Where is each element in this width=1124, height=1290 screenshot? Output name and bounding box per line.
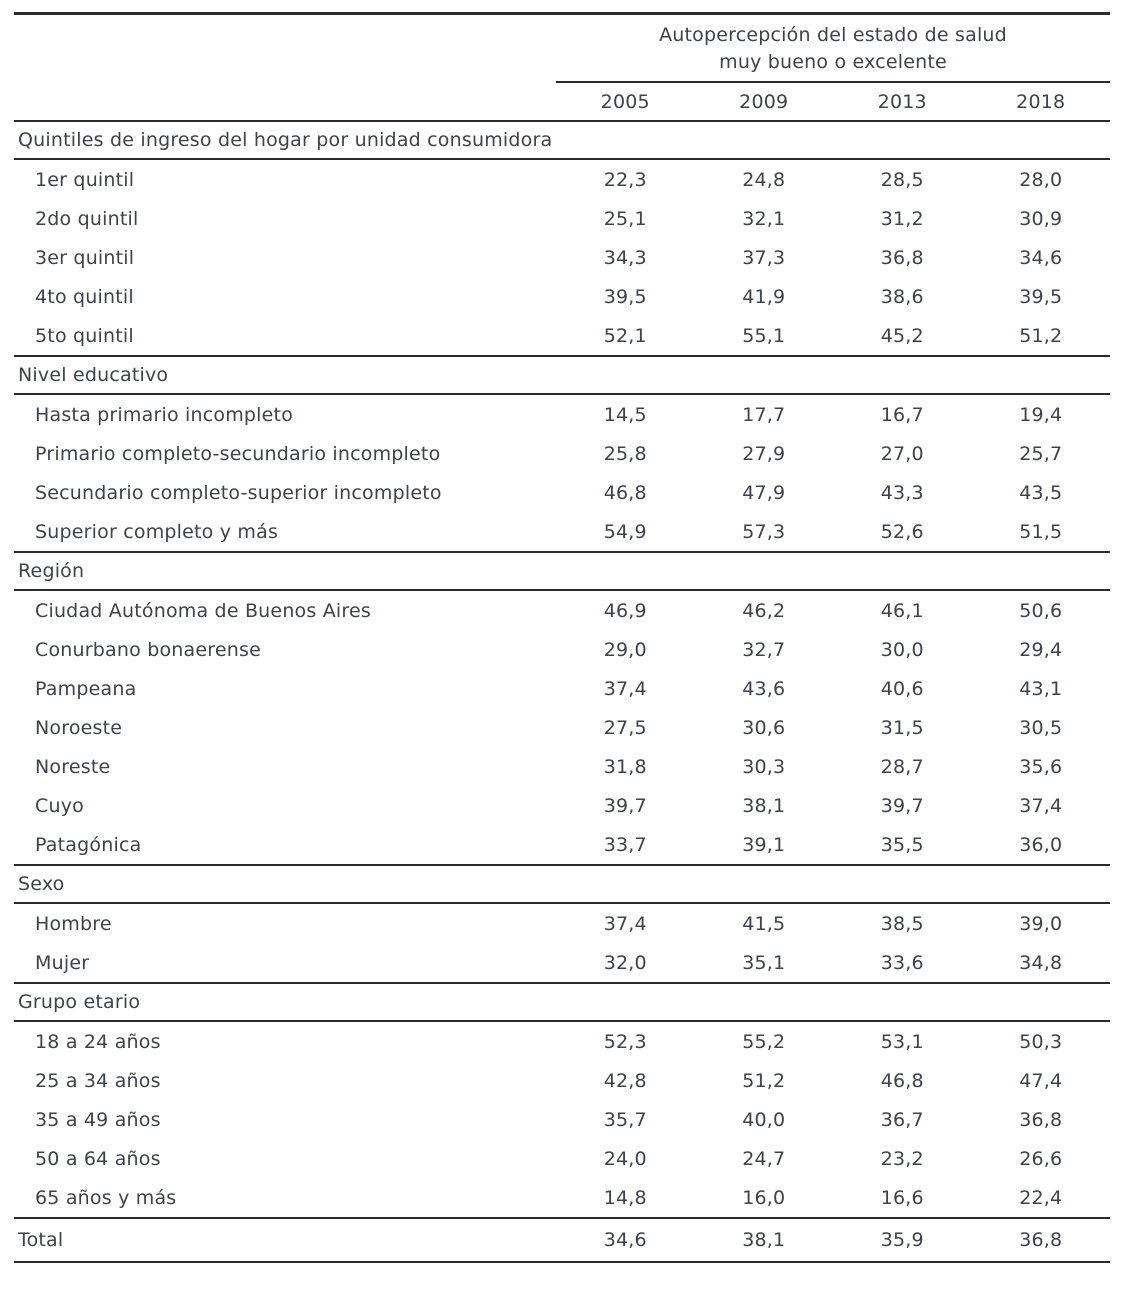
cell-value: 51,2 bbox=[742, 1069, 786, 1092]
cell-value: 43,3 bbox=[880, 481, 924, 504]
cell-value: 36,8 bbox=[1019, 1108, 1063, 1131]
cell-value: 41,5 bbox=[742, 912, 786, 935]
cell-value: 36,7 bbox=[880, 1108, 924, 1131]
cell-value: 32,0 bbox=[603, 951, 647, 974]
cell-value: 37,4 bbox=[603, 677, 647, 700]
year-column-header: 2013 bbox=[877, 90, 927, 113]
cell-value: 28,7 bbox=[880, 755, 924, 778]
cell-value: 14,8 bbox=[603, 1186, 647, 1209]
row-label: Mujer bbox=[35, 951, 90, 974]
cell-value: 31,2 bbox=[880, 207, 924, 230]
cell-value: 42,8 bbox=[603, 1069, 647, 1092]
cell-value: 22,4 bbox=[1019, 1186, 1063, 1209]
cell-value: 28,5 bbox=[880, 168, 924, 191]
cell-value: 53,1 bbox=[880, 1030, 924, 1053]
cell-value: 38,6 bbox=[880, 285, 924, 308]
cell-value: 16,7 bbox=[880, 403, 924, 426]
cell-value: 39,5 bbox=[603, 285, 647, 308]
row-label: 65 años y más bbox=[35, 1186, 177, 1209]
year-column-header: 2005 bbox=[600, 90, 650, 113]
cell-value: 34,3 bbox=[603, 246, 647, 269]
cell-value: 39,7 bbox=[880, 794, 924, 817]
cell-value: 39,0 bbox=[1019, 912, 1063, 935]
table-row bbox=[14, 395, 1110, 434]
column-group-header-line1: Autopercepción del estado de salud bbox=[659, 24, 1007, 46]
table-row bbox=[14, 316, 1110, 355]
row-label: Hombre bbox=[35, 912, 112, 935]
table-row bbox=[14, 943, 1110, 982]
cell-value: 23,2 bbox=[880, 1147, 924, 1170]
cell-value: 45,2 bbox=[880, 324, 924, 347]
total-row bbox=[14, 1219, 1110, 1263]
table-row bbox=[14, 825, 1110, 864]
cell-value: 32,1 bbox=[742, 207, 786, 230]
table-row bbox=[14, 747, 1110, 786]
cell-value: 46,8 bbox=[880, 1069, 924, 1092]
table-row bbox=[14, 591, 1110, 630]
row-label: 18 a 24 años bbox=[35, 1030, 161, 1053]
cell-value: 38,5 bbox=[880, 912, 924, 935]
cell-value: 55,2 bbox=[742, 1030, 786, 1053]
cell-value: 39,5 bbox=[1019, 285, 1063, 308]
cell-value: 46,1 bbox=[880, 599, 924, 622]
cell-value: 43,5 bbox=[1019, 481, 1063, 504]
cell-value: 35,1 bbox=[742, 951, 786, 974]
cell-value: 33,6 bbox=[880, 951, 924, 974]
cell-value: 24,7 bbox=[742, 1147, 786, 1170]
cell-value: 39,1 bbox=[742, 833, 786, 856]
section-header: Quintiles de ingreso del hogar por unidad consumidora bbox=[14, 122, 1110, 160]
cell-value: 17,7 bbox=[742, 403, 786, 426]
cell-value: 37,3 bbox=[742, 246, 786, 269]
cell-value: 46,9 bbox=[603, 599, 647, 622]
table-row bbox=[14, 630, 1110, 669]
cell-value: 35,6 bbox=[1019, 755, 1063, 778]
column-group-header-row bbox=[14, 12, 1110, 83]
row-label: 35 a 49 años bbox=[35, 1108, 161, 1131]
cell-value: 43,1 bbox=[1019, 677, 1063, 700]
cell-value: 27,9 bbox=[742, 442, 786, 465]
cell-value: 41,9 bbox=[742, 285, 786, 308]
cell-value: 52,6 bbox=[880, 520, 924, 543]
cell-value: 46,2 bbox=[742, 599, 786, 622]
cell-value: 37,4 bbox=[603, 912, 647, 935]
cell-value: 30,9 bbox=[1019, 207, 1063, 230]
cell-value: 52,3 bbox=[603, 1030, 647, 1053]
cell-value: 25,7 bbox=[1019, 442, 1063, 465]
table-row bbox=[14, 199, 1110, 238]
cell-value: 47,4 bbox=[1019, 1069, 1063, 1092]
row-label: 50 a 64 años bbox=[35, 1147, 161, 1170]
year-columns-row bbox=[14, 83, 1110, 122]
table-row bbox=[14, 1022, 1110, 1061]
section-header: Sexo bbox=[14, 866, 1110, 904]
row-label: 1er quintil bbox=[35, 168, 135, 191]
cell-value: 36,0 bbox=[1019, 833, 1063, 856]
cell-value: 29,4 bbox=[1019, 638, 1063, 661]
row-label: Ciudad Autónoma de Buenos Aires bbox=[35, 599, 371, 622]
cell-value: 52,1 bbox=[603, 324, 647, 347]
table-row bbox=[14, 160, 1110, 199]
row-label: Superior completo y más bbox=[35, 520, 279, 543]
health-selfperception-table bbox=[14, 12, 1110, 1263]
table-row bbox=[14, 708, 1110, 747]
table-row bbox=[14, 669, 1110, 708]
cell-value: 24,0 bbox=[603, 1147, 647, 1170]
table-section bbox=[14, 984, 1110, 1219]
table-row bbox=[14, 1061, 1110, 1100]
cell-value: 14,5 bbox=[603, 403, 647, 426]
cell-value: 28,0 bbox=[1019, 168, 1063, 191]
cell-value: 50,6 bbox=[1019, 599, 1063, 622]
cell-value: 30,6 bbox=[742, 716, 786, 739]
cell-value: 16,6 bbox=[880, 1186, 924, 1209]
table-section bbox=[14, 357, 1110, 553]
row-label: 3er quintil bbox=[35, 246, 135, 269]
cell-value: 19,4 bbox=[1019, 403, 1063, 426]
cell-value: 31,5 bbox=[880, 716, 924, 739]
row-label: 4to quintil bbox=[35, 285, 134, 308]
cell-value: 51,2 bbox=[1019, 324, 1063, 347]
section-header: Región bbox=[14, 553, 1110, 591]
column-group-header bbox=[556, 15, 1110, 83]
column-group-header-line2: muy bueno o excelente bbox=[719, 51, 947, 73]
cell-value: 27,5 bbox=[603, 716, 647, 739]
year-column-header: 2018 bbox=[1016, 90, 1066, 113]
table-row bbox=[14, 1178, 1110, 1217]
year-column-header: 2009 bbox=[739, 90, 789, 113]
section-header: Grupo etario bbox=[14, 984, 1110, 1022]
cell-value: 51,5 bbox=[1019, 520, 1063, 543]
cell-value: 30,0 bbox=[880, 638, 924, 661]
total-value: 34,6 bbox=[603, 1229, 647, 1251]
cell-value: 31,8 bbox=[603, 755, 647, 778]
row-label: Noreste bbox=[35, 755, 111, 778]
total-label: Total bbox=[18, 1229, 64, 1251]
cell-value: 34,8 bbox=[1019, 951, 1063, 974]
cell-value: 26,6 bbox=[1019, 1147, 1063, 1170]
table-row bbox=[14, 904, 1110, 943]
cell-value: 57,3 bbox=[742, 520, 786, 543]
row-label: 5to quintil bbox=[35, 324, 134, 347]
cell-value: 29,0 bbox=[603, 638, 647, 661]
row-label: Primario completo-secundario incompleto bbox=[35, 442, 441, 465]
cell-value: 40,0 bbox=[742, 1108, 786, 1131]
cell-value: 39,7 bbox=[603, 794, 647, 817]
table-body bbox=[14, 122, 1110, 1219]
table-section bbox=[14, 553, 1110, 866]
total-value: 38,1 bbox=[742, 1229, 786, 1251]
total-value: 35,9 bbox=[880, 1229, 924, 1251]
cell-value: 27,0 bbox=[880, 442, 924, 465]
cell-value: 54,9 bbox=[603, 520, 647, 543]
cell-value: 43,6 bbox=[742, 677, 786, 700]
row-label: Hasta primario incompleto bbox=[35, 403, 294, 426]
cell-value: 35,5 bbox=[880, 833, 924, 856]
table-row bbox=[14, 238, 1110, 277]
table-row bbox=[14, 512, 1110, 551]
table-row bbox=[14, 473, 1110, 512]
row-label: Noroeste bbox=[35, 716, 123, 739]
cell-value: 22,3 bbox=[603, 168, 647, 191]
cell-value: 47,9 bbox=[742, 481, 786, 504]
cell-value: 50,3 bbox=[1019, 1030, 1063, 1053]
row-label: Pampeana bbox=[35, 677, 137, 700]
table-section bbox=[14, 866, 1110, 984]
cell-value: 30,3 bbox=[742, 755, 786, 778]
row-label: 2do quintil bbox=[35, 207, 139, 230]
cell-value: 38,1 bbox=[742, 794, 786, 817]
table-row bbox=[14, 434, 1110, 473]
label-column-spacer bbox=[14, 15, 556, 83]
cell-value: 40,6 bbox=[880, 677, 924, 700]
cell-value: 24,8 bbox=[742, 168, 786, 191]
cell-value: 33,7 bbox=[603, 833, 647, 856]
cell-value: 32,7 bbox=[742, 638, 786, 661]
row-label: Conurbano bonaerense bbox=[35, 638, 261, 661]
section-header: Nivel educativo bbox=[14, 357, 1110, 395]
cell-value: 25,8 bbox=[603, 442, 647, 465]
row-label: Patagónica bbox=[35, 833, 142, 856]
cell-value: 36,8 bbox=[880, 246, 924, 269]
cell-value: 35,7 bbox=[603, 1108, 647, 1131]
cell-value: 25,1 bbox=[603, 207, 647, 230]
cell-value: 16,0 bbox=[742, 1186, 786, 1209]
table-row bbox=[14, 786, 1110, 825]
cell-value: 34,6 bbox=[1019, 246, 1063, 269]
table-row bbox=[14, 277, 1110, 316]
cell-value: 37,4 bbox=[1019, 794, 1063, 817]
cell-value: 30,5 bbox=[1019, 716, 1063, 739]
row-label: Cuyo bbox=[35, 794, 84, 817]
table-row bbox=[14, 1100, 1110, 1139]
cell-value: 55,1 bbox=[742, 324, 786, 347]
table-row bbox=[14, 1139, 1110, 1178]
total-value: 36,8 bbox=[1019, 1229, 1063, 1251]
row-label: Secundario completo-superior incompleto bbox=[35, 481, 442, 504]
cell-value: 46,8 bbox=[603, 481, 647, 504]
table-section bbox=[14, 122, 1110, 357]
table-header bbox=[14, 12, 1110, 122]
row-label: 25 a 34 años bbox=[35, 1069, 161, 1092]
